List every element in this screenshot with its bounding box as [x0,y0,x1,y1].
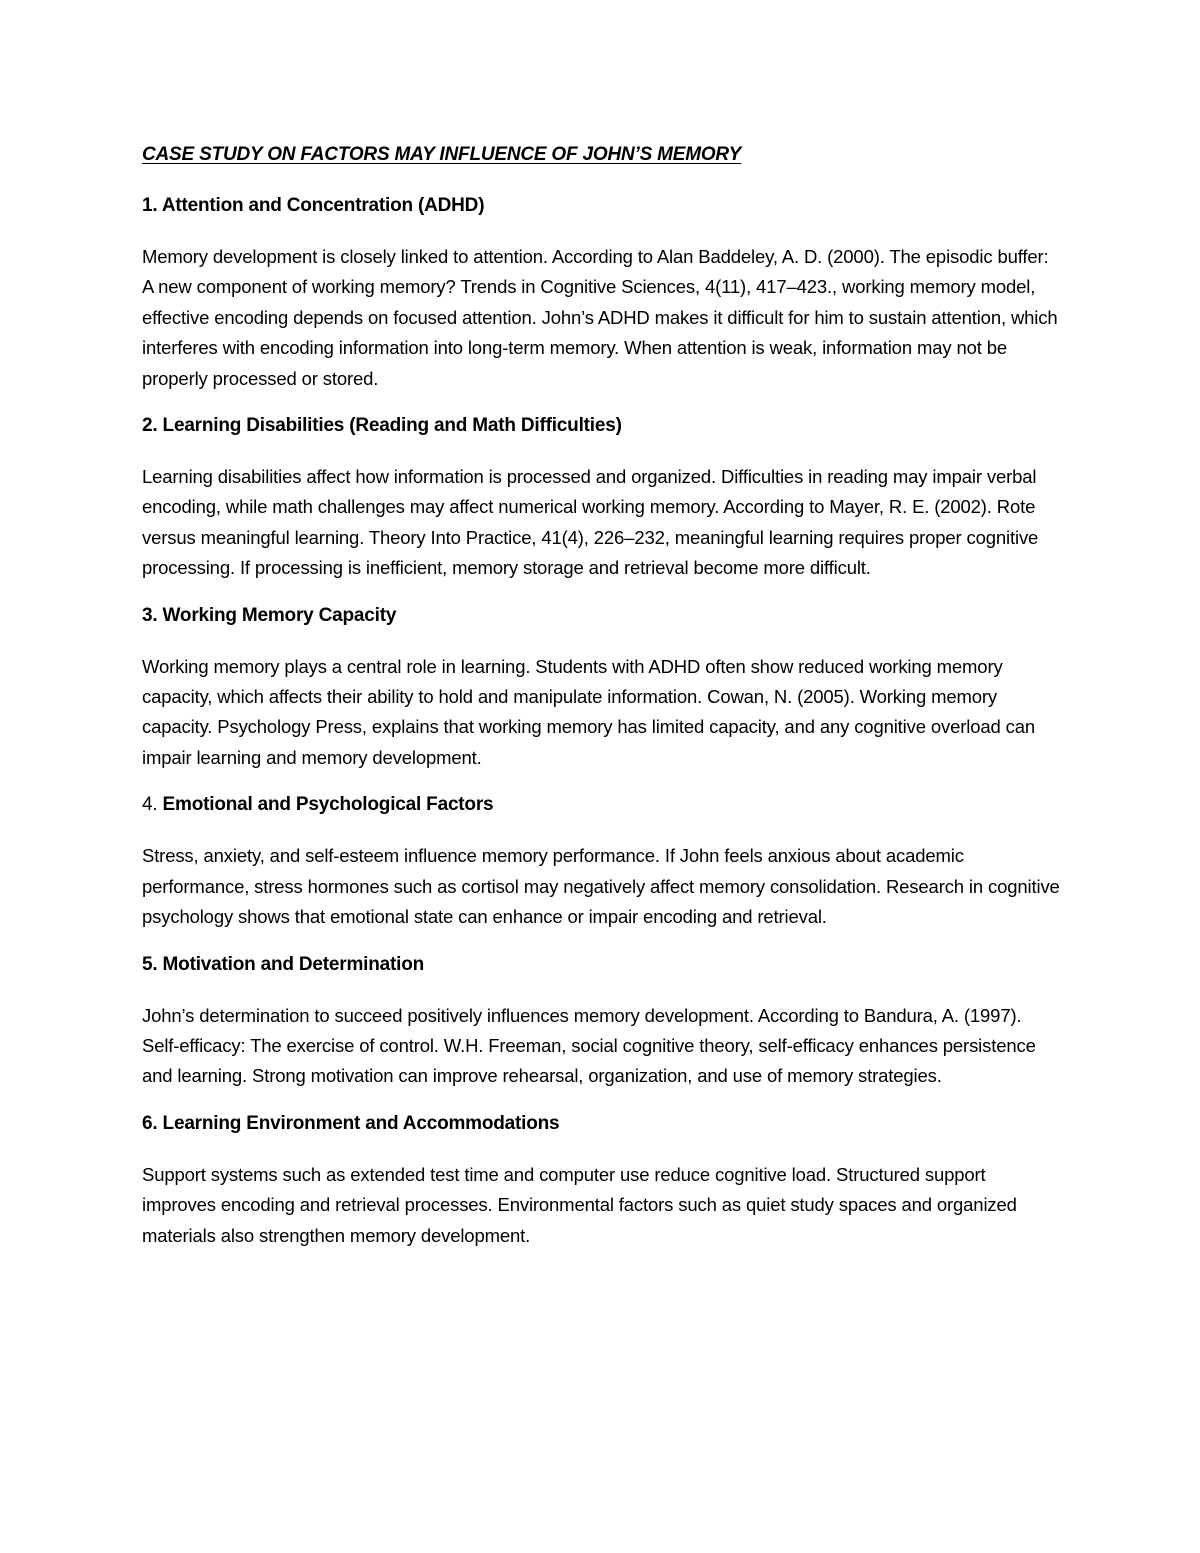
section-body: John’s determination to succeed positively influences memory development. According to Bandura, A. (1997). Self-efficacy: The exercise of control. W.H. Freeman, social cognitive theory, self-efficacy enhances persistence and learning. Strong motivation can improve rehearsal, organization, and use of memory strategies. [142,1004,1036,1087]
section-heading-text: Attention and Concentration (ADHD) [161,195,485,216]
section-motivation [142,951,1062,1092]
section-heading-text: Working Memory Capacity [162,604,397,626]
section-number: 4. [142,794,158,816]
section-heading-text: Emotional and Psychological Factors [162,794,494,816]
section-learning-disabilities [142,412,1062,584]
section-body: Memory development is closely linked to attention. According to Alan Baddeley, A. D. (2000). The episodic buffer: A new component of working memory? Trends in Cognitive Sciences, 4(11), 417–423., working memory model, effective encoding depends on focused attention. John’s ADHD makes it difficult for him to sustain attention, which interferes with encoding information into long-term memory. When attention is weak, information may not be properly processed or stored. [142,246,1058,389]
section-heading [142,192,1062,220]
section-number: 1. [142,195,158,216]
section-number: 3. [142,604,158,626]
section-number: 6. [142,1112,158,1134]
section-body: Working memory plays a central role in learning. Students with ADHD often show reduced working memory capacity, which affects their ability to hold and manipulate information. Cowan, N. (2005). Working memory capacity. Psychology Press, explains that working memory has limited capacity, and any cognitive overload can impair learning and memory development. [142,655,1035,768]
section-attention [142,192,1062,394]
section-emotional-factors [142,791,1062,932]
section-body: Stress, anxiety, and self-esteem influence memory performance. If John feels anxious about academic performance, stress hormones such as cortisol may negatively affect memory consolidation. Research in cognitive psychology shows that emotional state can enhance or impair encoding and retrieval. [142,845,1060,928]
document-page [142,140,1062,1269]
section-body: Support systems such as extended test time and computer use reduce cognitive load. Structured support improves encoding and retrieval processes. Environmental factors such as quiet study spaces and organized materials also strengthen memory development. [142,1163,1017,1246]
section-number: 5. [142,953,158,975]
section-heading-text: Learning Environment and Accommodations [162,1112,560,1134]
section-heading [142,412,1062,440]
section-heading [142,602,1062,630]
section-heading [142,1110,1062,1138]
section-body: Learning disabilities affect how information is processed and organized. Difficulties in reading may impair verbal encoding, while math challenges may affect numerical working memory. According to Mayer, R. E. (2002). Rote versus meaningful learning. Theory Into Practice, 41(4), 226–232, meaningful learning requires proper cognitive processing. If processing is inefficient, memory storage and retrieval become more difficult. [142,466,1039,579]
section-number: 2. [142,415,158,437]
section-heading [142,791,1062,819]
section-heading [142,951,1062,979]
section-heading-text: Motivation and Determination [162,953,425,975]
section-working-memory [142,602,1062,774]
section-learning-environment [142,1110,1062,1251]
section-heading-text: Learning Disabilities (Reading and Math Difficulties) [162,415,622,437]
document-title: CASE STUDY ON FACTORS MAY INFLUENCE OF JOHN’S MEMORY [142,144,742,165]
